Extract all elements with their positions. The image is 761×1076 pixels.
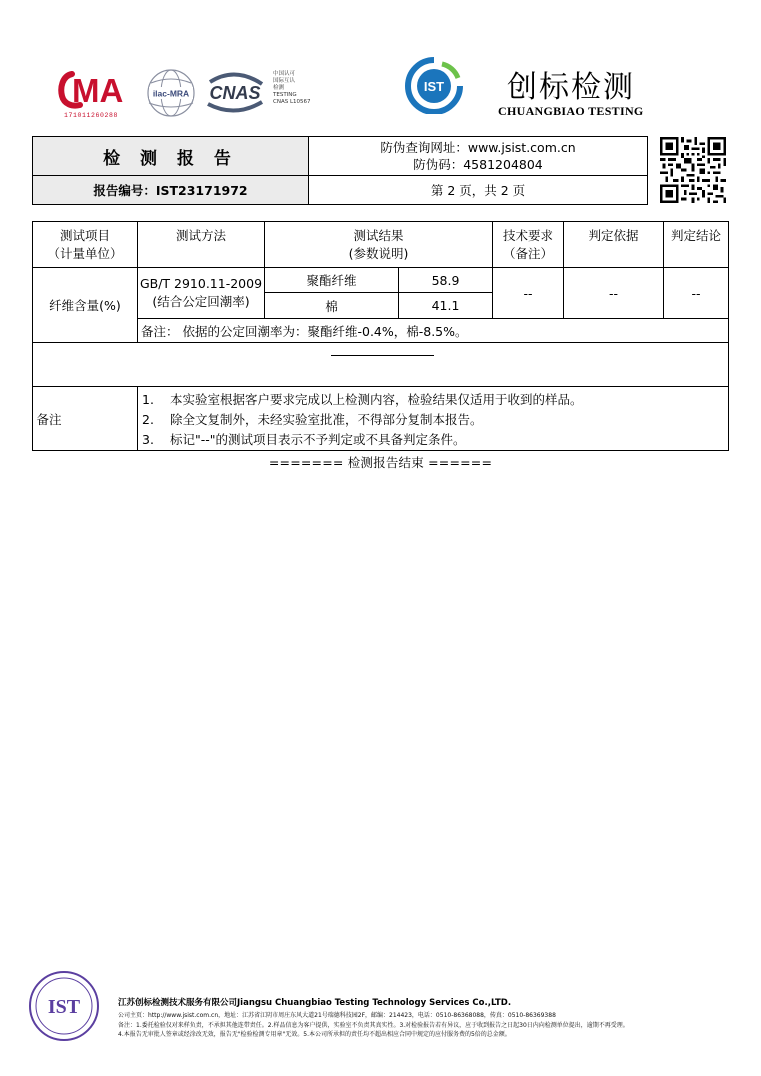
- blank-row-line: [331, 355, 434, 356]
- qr-code-icon: [660, 137, 726, 203]
- ilac-globe-icon: [145, 68, 197, 118]
- header-result: 测试结果 (参数说明): [348, 227, 409, 261]
- footer-company-name: 江苏创标检测技术服务有限公司Jiangsu Chuangbiao Testing Technology Services Co.,LTD.: [118, 998, 512, 1008]
- anti-fake-info: [309, 137, 647, 176]
- footer-contact: 公司主页：http://www.jsist.com.cn，地址：江苏省江阴市周庄东风大道21号瑞德科技园2F，邮编：214423，电话：0510-86368088，传真：0510-86369388: [118, 1012, 556, 1019]
- component-name: 棉: [325, 298, 338, 314]
- test-result-table: [32, 221, 729, 451]
- cma-mark-icon: [58, 66, 138, 110]
- svg-text:ilac-MRA: ilac-MRA: [152, 88, 190, 99]
- cnas-mark-icon: [200, 68, 270, 118]
- qr-code[interactable]: [660, 137, 726, 203]
- header-requirement: 技术要求 （备注）: [502, 227, 553, 261]
- row-remark: 备注： 依据的公定回潮率为：聚酯纤维-0.4%，棉-8.5%。: [141, 323, 468, 339]
- page-indicator: 第 2 页，共 2 页: [430, 183, 526, 198]
- svg-text:IST: IST: [423, 79, 445, 94]
- company-seal-icon: [28, 970, 100, 1042]
- svg-text:MA: MA: [72, 72, 124, 109]
- component-value: 41.1: [431, 298, 460, 313]
- header-conclusion: 判定结论: [670, 228, 721, 243]
- company-seal: [28, 970, 100, 1042]
- note-item: 3. 标记"--"的测试项目表示不予判定或不具备判定条件。: [142, 432, 466, 447]
- report-header-table: [32, 136, 648, 205]
- ist-swirl-icon: [402, 56, 466, 114]
- cma-number: 171011260288: [64, 112, 119, 119]
- note-item: 2. 除全文复制外，未经实验室批准，不得部分复制本报告。: [142, 412, 483, 427]
- report-end-marker: ======= 检测报告结束 ======: [268, 455, 493, 470]
- component-name: 聚酯纤维: [306, 273, 357, 288]
- ilac-logo: [145, 68, 197, 118]
- row-requirement: --: [523, 285, 533, 301]
- cma-logo: [58, 66, 138, 124]
- report-number: 报告编号：IST23171972: [33, 176, 309, 204]
- header-basis: 判定依据: [588, 228, 639, 243]
- cnas-text-block: 中国认可 国际互认 检测 TESTING CNAS L10567: [273, 71, 311, 105]
- brand-name-en: CHUANGBIAO TESTING: [498, 104, 644, 118]
- header-item: 测试项目 （计量单位）: [47, 227, 123, 261]
- anti-fake-code: 防伪码：4581204804: [413, 157, 543, 172]
- row-basis: --: [608, 285, 619, 301]
- report-title: 检 测 报 告: [33, 137, 309, 176]
- footer-terms: 4.本报告无审批人签章或经涂改无效，报告无"检验检测专用章"无效。5.本公司所承担的责任均不超出相应合同中规定的应付服务费的5倍的总金额。: [118, 1031, 511, 1038]
- anti-fake-url: 防伪查询网址：www.jsist.com.cn: [380, 140, 576, 155]
- brand-name-cn: 创标检测: [507, 70, 635, 105]
- note-item: 1. 本实验室根据客户要求完成以上检测内容，检验结果仅适用于收到的样品。: [142, 392, 583, 407]
- svg-text:IST: IST: [47, 996, 81, 1018]
- component-value: 58.9: [431, 272, 460, 288]
- cnas-logo: [200, 68, 320, 118]
- row-conclusion: --: [691, 285, 701, 301]
- ist-logo: [402, 56, 466, 114]
- footer-terms: 备注：1.委托检验仅对来样负责，不承担其他连带责任。2.样品信息为客户提供，实验室不负责其真实性。3.对检验报告若有异议，应于收到报告之日起30日内向检测单位提出，逾期不再受理。: [118, 1022, 629, 1029]
- row-item: 纤维含量(%): [49, 298, 121, 313]
- svg-text:CNAS: CNAS: [209, 83, 261, 103]
- notes-label: 备注: [36, 412, 62, 427]
- header-method: 测试方法: [175, 228, 226, 243]
- row-method: GB/T 2910.11-2009 (结合公定回潮率): [139, 276, 263, 309]
